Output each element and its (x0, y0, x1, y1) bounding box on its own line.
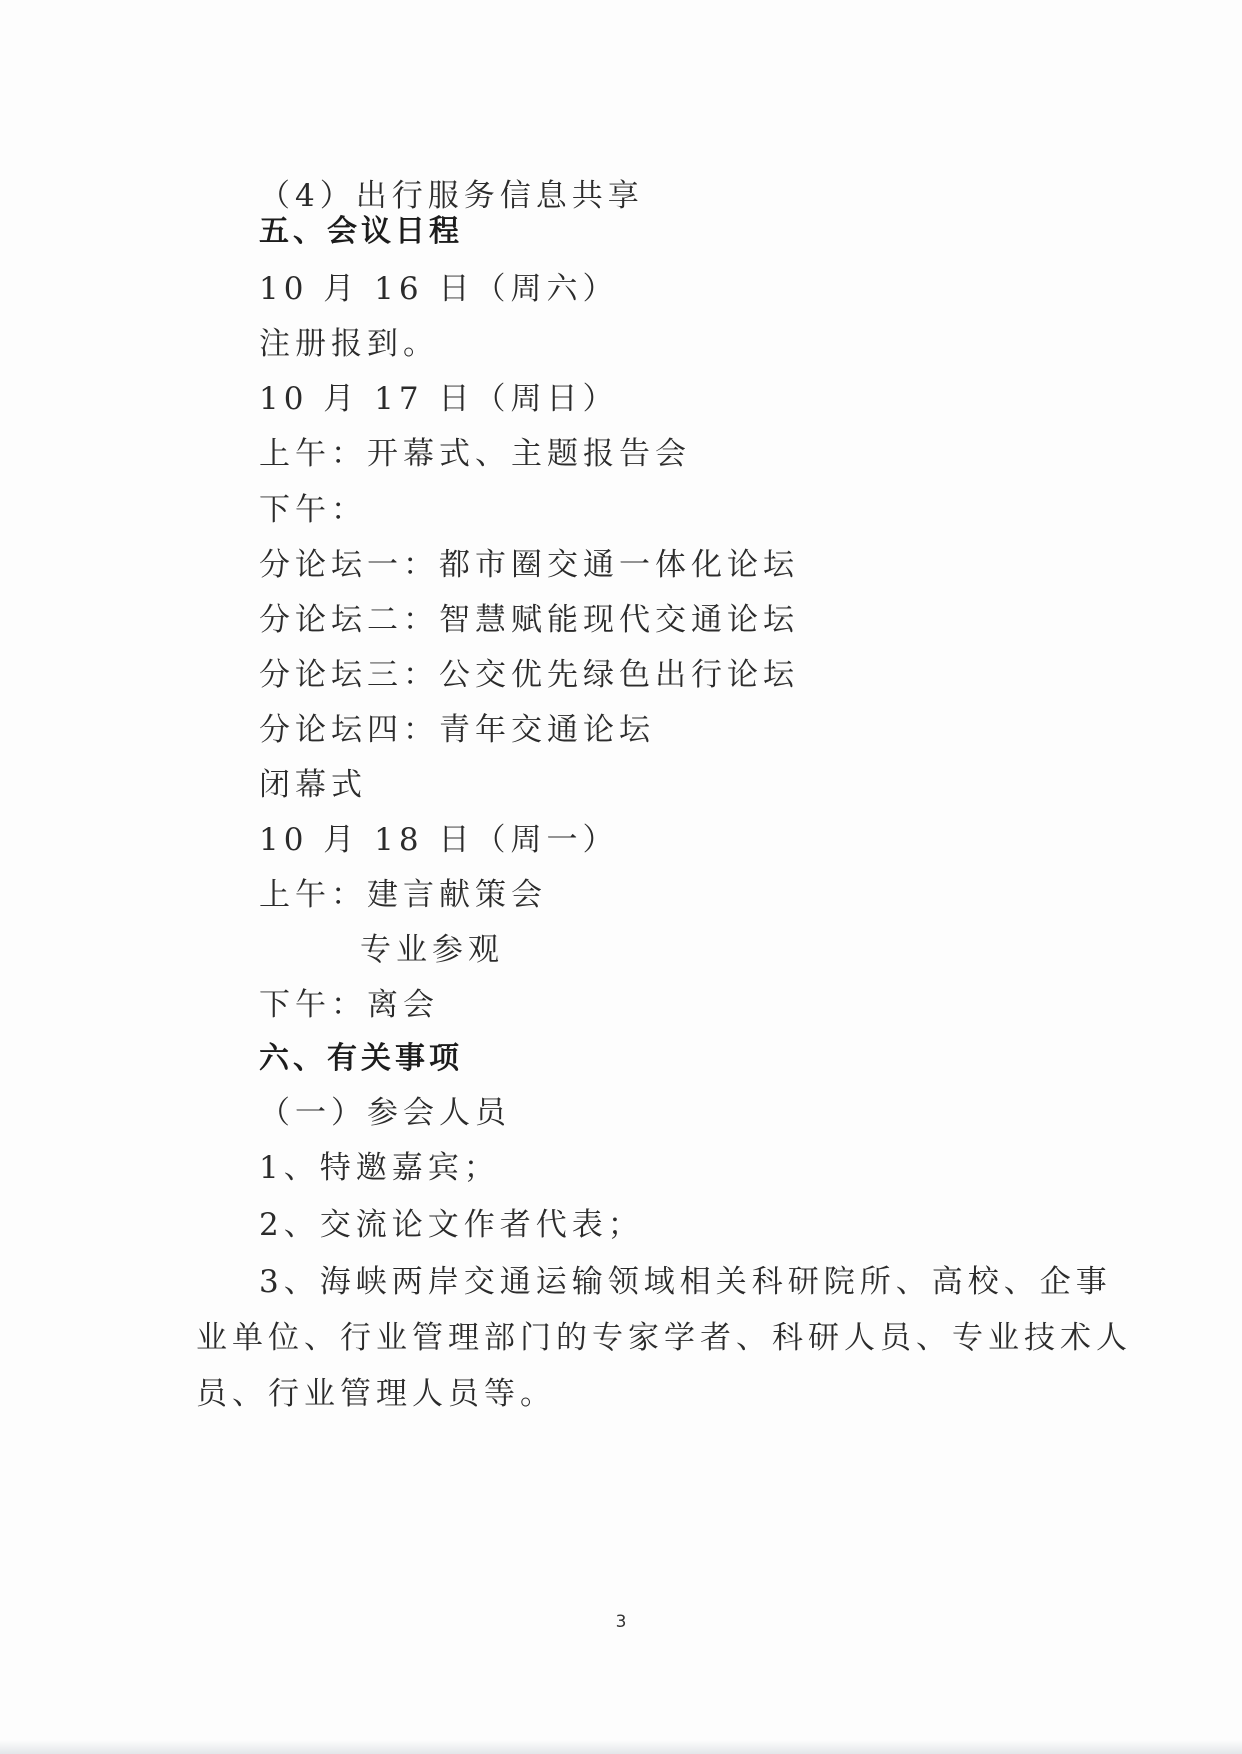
date-oct-16: 10 月 16 日（周六） (259, 271, 619, 307)
participant-item-1: 1、特邀嘉宾； (259, 1150, 500, 1186)
agenda-morning-advice: 上午：建言献策会 (259, 877, 547, 913)
sub-forum-3: 分论坛三：公交优先绿色出行论坛 (259, 657, 799, 693)
agenda-afternoon-departure: 下午：离会 (259, 987, 439, 1023)
section-heading-agenda: 五、会议日程 (259, 214, 463, 249)
agenda-closing: 闭幕式 (259, 767, 367, 803)
participant-item-2: 2、交流论文作者代表； (259, 1207, 644, 1243)
date-oct-18: 10 月 18 日（周一） (259, 822, 619, 858)
scan-edge-shade (0, 1740, 1242, 1754)
agenda-afternoon-label: 下午： (259, 492, 367, 528)
agenda-morning-opening: 上午：开幕式、主题报告会 (259, 436, 691, 472)
participant-item-3-line-3: 员、行业管理人员等。 (196, 1376, 556, 1412)
sub-forum-2: 分论坛二：智慧赋能现代交通论坛 (259, 602, 799, 638)
item-travel-info-sharing: （4）出行服务信息共享 (259, 178, 644, 214)
participant-item-3-line-1: 3、海峡两岸交通运输领域相关科研院所、高校、企事 (259, 1264, 1112, 1300)
page-number: 3 (615, 1612, 627, 1632)
agenda-professional-visit: 专业参观 (360, 932, 504, 968)
subsection-participants: （一）参会人员 (259, 1095, 511, 1131)
date-oct-17: 10 月 17 日（周日） (259, 381, 619, 417)
sub-forum-1: 分论坛一：都市圈交通一体化论坛 (259, 547, 799, 583)
participant-item-3-line-2: 业单位、行业管理部门的专家学者、科研人员、专业技术人 (196, 1320, 1132, 1356)
section-heading-matters: 六、有关事项 (259, 1041, 463, 1076)
sub-forum-4: 分论坛四：青年交通论坛 (259, 712, 655, 748)
agenda-registration: 注册报到。 (259, 326, 439, 362)
